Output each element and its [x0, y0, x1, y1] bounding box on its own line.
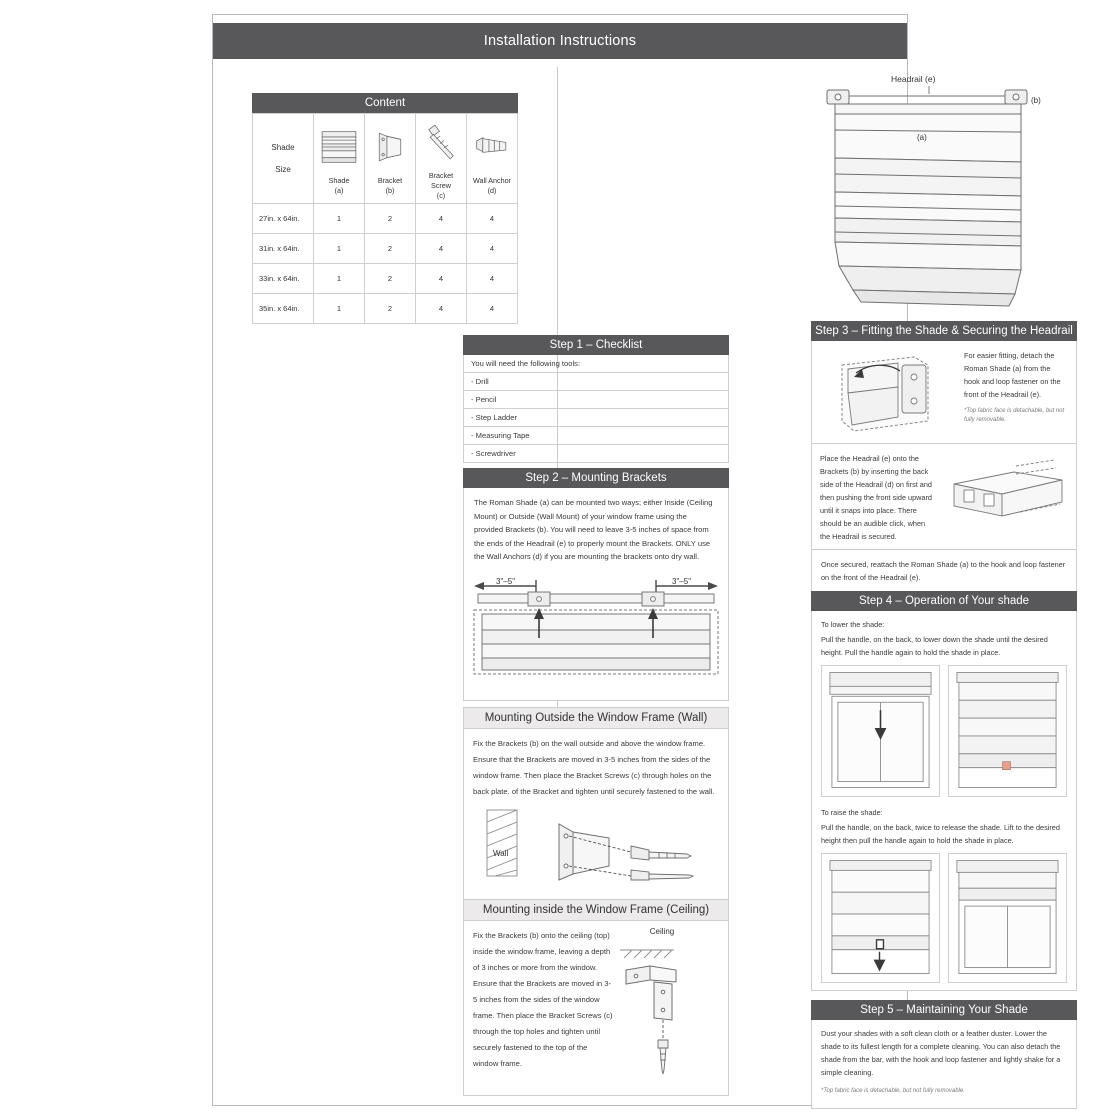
step2-inside-header — [463, 899, 729, 921]
row-value: 2 — [365, 234, 416, 264]
step2-outside-paragraph: Fix the Brackets (b) on the wall outside and above the window frame. Ensure that the Brackets are moved in 3-5 inches from the sides of the window frame. Then place the Bracket Screws (c) through holes on the back plate. of the Bracket and tighten until securely fastened to the wall. — [473, 739, 715, 796]
step2-inside-diagram — [614, 936, 710, 1076]
table-row — [253, 234, 518, 264]
row-size: 31in. x 64in. — [253, 234, 314, 264]
list-item: - Pencil — [463, 391, 729, 409]
row-value: 2 — [365, 204, 416, 234]
shade-size-line2: Size — [275, 164, 291, 174]
row-value: 4 — [416, 234, 467, 264]
page-title — [213, 23, 907, 59]
step3-fitting-diagram — [818, 347, 950, 439]
step3-body — [811, 341, 1077, 594]
step4-body — [811, 611, 1077, 991]
step2-outside-body — [463, 729, 729, 904]
shade-size-label-cell — [253, 114, 314, 204]
step2-inside-section — [463, 899, 729, 1096]
wall-label: Wall — [493, 849, 509, 858]
column-anchor-caption: Wall Anchor (d) — [472, 176, 512, 195]
row-value: 4 — [467, 204, 518, 234]
row-value: 1 — [314, 234, 365, 264]
anchor-icon — [469, 121, 515, 173]
step2-paragraph: The Roman Shade (a) can be mounted two ways; either Inside (Ceiling Mount) or Outside (Wall Mount) of your window frame using the provided Brackets (b). You will need to leave 3-5 inches of space from the ends of the Headrail (e) to properly mount the Brackets. ONLY use the Wall Anchors (d) if you are mounting the brackets onto dry wall. — [474, 498, 713, 561]
table-row — [253, 264, 518, 294]
instruction-sheet — [212, 14, 1073, 1106]
step2-inside-header-text: Mounting inside the Window Frame (Ceiling) — [482, 904, 710, 916]
step5-header — [811, 1000, 1077, 1020]
page-title-text: Installation Instructions — [483, 33, 637, 49]
step3-header-text: Step 3 – Fitting the Shade & Securing the Headrail — [815, 325, 1073, 337]
step4-lower-title: To lower the shade: — [821, 620, 885, 629]
step4-header-text: Step 4 – Operation of Your shade — [858, 595, 1030, 607]
row-value: 2 — [365, 264, 416, 294]
step4-lower-text: Pull the handle, on the back, to lower down the shade until the desired height. Pull the handle again to hold the shade in place. — [821, 635, 1048, 657]
step2-header — [463, 468, 729, 488]
step2-body — [463, 488, 729, 701]
column-shade — [314, 114, 365, 204]
step2-diagram — [464, 570, 728, 700]
step5-body — [811, 1020, 1077, 1109]
step2-outside-diagram — [473, 806, 719, 896]
step4-window-raise-b — [948, 853, 1067, 983]
content-table-header — [252, 93, 518, 113]
list-item: - Step Ladder — [463, 409, 729, 427]
table-header-row — [253, 114, 518, 204]
step2-section — [463, 468, 729, 701]
content-table-section — [252, 93, 518, 324]
step1-header — [463, 335, 729, 355]
hero-illustration — [809, 70, 1109, 315]
step5-paragraph: Dust your shades with a soft clean cloth or a feather duster. Lower the shade to its fullest length for a complete cleaning. You can also detach the shade from the bar, with the hook and loop fastener and lightly shake for a simple cleaning. — [821, 1029, 1061, 1077]
step2-outside-section — [463, 707, 729, 904]
ceiling-label: Ceiling — [649, 927, 675, 936]
list-item: - Drill — [463, 373, 729, 391]
dim-right-label: 3"–5" — [672, 576, 692, 586]
row-size: 35in. x 64in. — [253, 294, 314, 324]
headrail-label: Headrail (e) — [891, 74, 936, 84]
table-row — [253, 294, 518, 324]
step1-intro: You will need the following tools: — [463, 355, 729, 373]
step2-outside-header — [463, 707, 729, 729]
row-value: 4 — [467, 234, 518, 264]
list-item: - Screwdriver — [463, 445, 729, 463]
row-value: 1 — [314, 294, 365, 324]
step2-header-text: Step 2 – Mounting Brackets — [525, 472, 667, 484]
shade-size-line1: Shade — [271, 142, 295, 152]
column-bracket-caption: Bracket (b) — [377, 176, 403, 195]
step4-window-lower-a — [821, 665, 940, 797]
step4-raise-text: Pull the handle, on the back, twice to release the shade. Lift to the desired height then pull the handle again to hold the shade in place. — [821, 823, 1060, 845]
step5-footnote: *Top fabric face is detachable, but not fully removable. — [821, 1088, 965, 1094]
step4-raise-title: To raise the shade: — [821, 808, 883, 817]
step3-note: For easier fitting, detach the Roman Shade (a) from the hook and loop fastener on the front of the Headrail (e). — [964, 351, 1061, 399]
row-size: 27in. x 64in. — [253, 204, 314, 234]
shade-icon — [316, 121, 362, 173]
bracket-icon — [367, 121, 413, 173]
step5-header-text: Step 5 – Maintaining Your Shade — [860, 1004, 1028, 1016]
row-value: 4 — [416, 264, 467, 294]
hero-label-b: (b) — [1031, 96, 1041, 105]
step4-header — [811, 591, 1077, 611]
row-value: 2 — [365, 294, 416, 324]
step4-section — [811, 591, 1077, 991]
content-table — [252, 113, 518, 324]
step3-bottom-paragraph: Once secured, reattach the Roman Shade (a) to the hook and loop fastener on the front of the Headrail (e). — [821, 560, 1066, 582]
step4-window-raise-a — [821, 853, 940, 983]
dim-left-label: 3"–5" — [496, 576, 516, 586]
step2-outside-header-text: Mounting Outside the Window Frame (Wall) — [484, 712, 708, 724]
step2-inside-body — [463, 921, 729, 1096]
screw-icon — [418, 116, 464, 168]
step3-mid-paragraph: Place the Headrail (e) onto the Brackets (b) by inserting the back side of the Headrail (d) on first and then pushing the front side upward until it snaps into place. There should be an audible click, when the Headrail is secured. — [820, 454, 932, 541]
row-value: 4 — [467, 264, 518, 294]
step3-section — [811, 321, 1077, 594]
step1-section — [463, 335, 729, 463]
table-row — [253, 204, 518, 234]
roman-shade-diagram — [809, 70, 1109, 315]
row-value: 4 — [467, 294, 518, 324]
content-table-header-text: Content — [364, 97, 406, 109]
column-bracket — [365, 114, 416, 204]
column-shade-caption: Shade (a) — [328, 176, 350, 195]
step3-headrail-diagram — [944, 450, 1072, 542]
row-value: 4 — [416, 294, 467, 324]
step3-footnote: *Top fabric face is detachable, but not fully removable. — [964, 408, 1065, 423]
hero-label-a: (a) — [917, 133, 927, 142]
list-item: - Measuring Tape — [463, 427, 729, 445]
step1-header-text: Step 1 – Checklist — [549, 339, 643, 351]
row-value: 1 — [314, 204, 365, 234]
step5-section — [811, 1000, 1077, 1109]
row-value: 1 — [314, 264, 365, 294]
column-screw-caption: Bracket Screw (c) — [428, 171, 454, 200]
column-anchor — [467, 114, 518, 204]
row-size: 33in. x 64in. — [253, 264, 314, 294]
column-screw — [416, 114, 467, 204]
step4-window-lower-b — [948, 665, 1067, 797]
step2-inside-paragraph: Fix the Brackets (b) onto the ceiling (top) inside the window frame, leaving a depth of 3 inches or more from the window. Ensure that the Brackets are moved in 3-5 inches from the sides of the window frame. Then place the Bracket Screws (c) through the top holes and tighten until securely fastened to the top of the window frame. — [473, 931, 613, 1068]
step3-header — [811, 321, 1077, 341]
row-value: 4 — [416, 204, 467, 234]
